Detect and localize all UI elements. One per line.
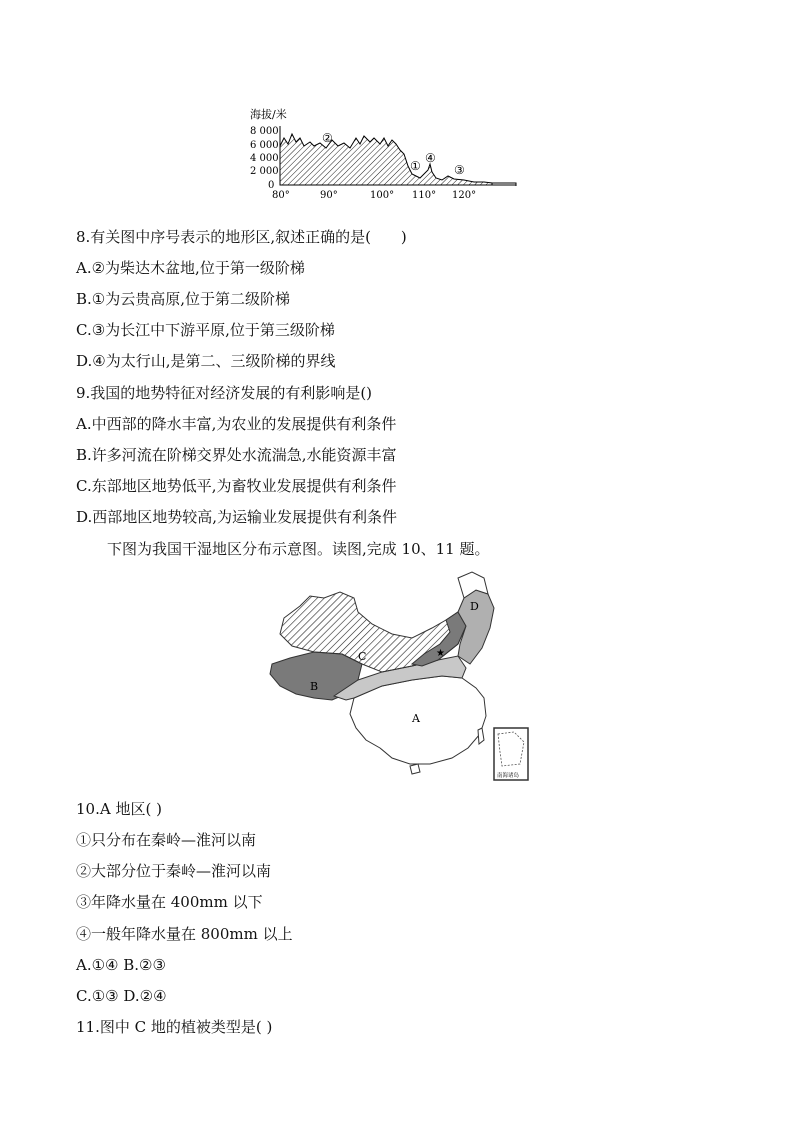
- question-8-option-b: B.①为云贵高原,位于第二级阶梯: [76, 290, 291, 308]
- profile-y-axis-label: 海拔/米: [250, 108, 287, 121]
- elevation-profile-figure: [244, 104, 524, 202]
- question-10-stem: 10.A 地区( ): [76, 800, 162, 818]
- dry-wet-regions-map: [262, 568, 534, 786]
- hainan-island: [410, 764, 420, 774]
- question-10-options-ab: A.①④ B.②③: [76, 956, 166, 974]
- profile-x-tick: 120°: [452, 190, 477, 201]
- profile-marker: ①: [410, 159, 421, 173]
- question-9-stem: 9.我国的地势特征对经济发展的有利影响是(): [76, 384, 373, 402]
- terrain-profile: [280, 134, 492, 185]
- profile-y-tick: 6 000: [250, 140, 279, 151]
- question-8-stem: 8.有关图中序号表示的地形区,叙述正确的是( ): [76, 228, 407, 246]
- question-9-option-a: A.中西部的降水丰富,为农业的发展提供有利条件: [76, 415, 397, 433]
- capital-star-icon: ★: [436, 648, 445, 659]
- profile-x-tick: 90°: [320, 190, 338, 201]
- question-10-statement-4: ④一般年降水量在 800mm 以上: [76, 925, 293, 943]
- map-intro-text: 下图为我国干湿地区分布示意图。读图,完成 10、11 题。: [107, 540, 490, 558]
- profile-y-tick: 0: [268, 180, 275, 191]
- profile-marker: ②: [322, 131, 333, 145]
- question-8-option-d: D.④为太行山,是第二、三级阶梯的界线: [76, 352, 336, 370]
- question-8-option-c: C.③为长江中下游平原,位于第三级阶梯: [76, 321, 335, 339]
- question-8-option-a: A.②为柴达木盆地,位于第一级阶梯: [76, 259, 305, 277]
- question-9-option-d: D.西部地区地势较高,为运输业发展提供有利条件: [76, 508, 398, 526]
- profile-x-tick: 80°: [272, 190, 290, 201]
- map-label-d: D: [470, 600, 479, 613]
- question-11-stem: 11.图中 C 地的植被类型是( ): [76, 1018, 273, 1036]
- taiwan-island: [478, 728, 484, 744]
- profile-x-tick: 110°: [412, 190, 437, 201]
- map-label-b: B: [310, 680, 319, 693]
- profile-marker: ④: [425, 151, 436, 165]
- question-10-statement-1: ①只分布在秦岭—淮河以南: [76, 831, 257, 849]
- profile-x-tick: 100°: [370, 190, 395, 201]
- question-9-option-c: C.东部地区地势低平,为畜牧业发展提供有利条件: [76, 477, 397, 495]
- map-label-c: C: [358, 650, 367, 663]
- inset-label: 南海诸岛: [497, 773, 520, 779]
- profile-marker: ③: [454, 163, 465, 177]
- profile-y-tick: 4 000: [250, 153, 279, 164]
- question-10-options-cd: C.①③ D.②④: [76, 987, 167, 1005]
- question-10-statement-2: ②大部分位于秦岭—淮河以南: [76, 862, 272, 880]
- question-10-statement-3: ③年降水量在 400mm 以下: [76, 893, 263, 911]
- map-label-a: A: [412, 712, 420, 725]
- profile-y-tick: 2 000: [250, 166, 279, 177]
- question-9-option-b: B.许多河流在阶梯交界处水流湍急,水能资源丰富: [76, 446, 397, 464]
- profile-y-tick: 8 000: [250, 126, 279, 137]
